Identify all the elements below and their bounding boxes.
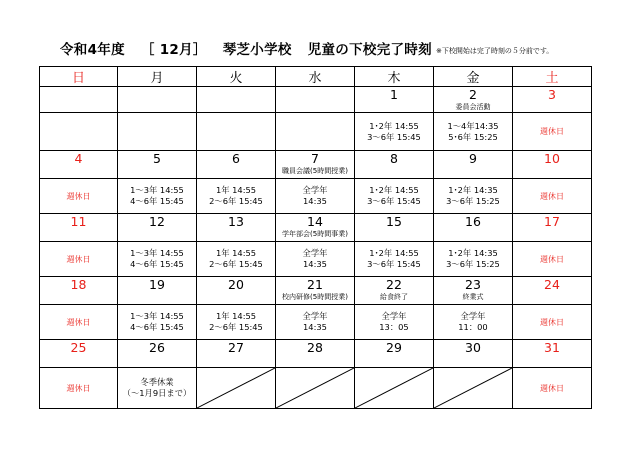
dismissal-time-line: 2～6年 15:45	[209, 322, 263, 332]
dismissal-times	[513, 191, 591, 202]
time-cell	[40, 305, 118, 340]
dismissal-times	[276, 311, 354, 333]
day-event: 職員会議(5時間授業)	[282, 167, 348, 175]
day-cell	[434, 87, 513, 113]
day-number: 25	[70, 340, 87, 355]
day-cell	[197, 340, 276, 368]
day-event: 終業式	[462, 293, 484, 301]
time-cell	[118, 242, 197, 277]
diagonal-strike	[434, 368, 512, 408]
dismissal-time-line: 1･2年 14:55	[369, 185, 419, 195]
dismissal-times	[197, 311, 275, 333]
time-cell	[434, 242, 513, 277]
week-3-date-row	[40, 214, 592, 242]
time-cell	[355, 242, 434, 277]
day-cell	[513, 340, 592, 368]
time-cell	[513, 113, 592, 151]
day-cell	[40, 340, 118, 368]
dismissal-time-line: 3～6年 15:45	[367, 131, 421, 142]
day-number: 16	[465, 214, 481, 229]
dismissal-times	[513, 254, 591, 265]
day-number: 7	[311, 151, 319, 166]
time-cell	[197, 113, 276, 151]
weekly-holiday-label: 週休日	[540, 127, 564, 136]
day-number	[276, 87, 354, 88]
weekday-header-row	[40, 67, 592, 87]
day-cell	[434, 340, 513, 368]
time-cell	[40, 242, 118, 277]
time-cell	[434, 179, 513, 214]
day-cell	[355, 340, 434, 368]
day-number	[197, 87, 275, 88]
day-cell	[118, 340, 197, 368]
dismissal-time-line: 3～6年 15:25	[446, 196, 500, 206]
day-number: 13	[228, 214, 244, 229]
day-cell	[276, 214, 355, 242]
time-cell	[118, 305, 197, 340]
dismissal-time-line: 3～6年 15:45	[367, 196, 421, 206]
day-cell	[276, 151, 355, 179]
dismissal-time-line: 11：00	[458, 322, 488, 332]
dismissal-time-line: 1･2年 14:55	[369, 248, 419, 258]
day-cell	[118, 214, 197, 242]
week-2-time-row	[40, 179, 592, 214]
dismissal-times	[355, 185, 433, 207]
time-cell	[513, 179, 592, 214]
day-number: 17	[544, 214, 560, 229]
day-number: 10	[544, 151, 560, 166]
day-number: 14	[307, 214, 323, 229]
dismissal-time-line: 3～6年 15:45	[367, 259, 421, 269]
day-cell	[197, 214, 276, 242]
weekday-wed: 水	[276, 67, 355, 87]
diagonal-line	[276, 368, 354, 408]
no-school-cell	[276, 368, 355, 409]
day-number: 12	[149, 214, 165, 229]
day-cell	[118, 277, 197, 305]
weekday-mon: 月	[118, 67, 197, 87]
day-number: 30	[465, 340, 481, 355]
week-1-time-row	[40, 113, 592, 151]
day-number: 2	[469, 87, 477, 102]
dismissal-time-line: 4～6年 15:45	[130, 322, 184, 332]
title-month: ［ 12月］	[140, 42, 207, 58]
day-number: 3	[548, 87, 556, 102]
dismissal-times	[118, 311, 196, 333]
dismissal-time-line: 1～3年 14:55	[130, 185, 184, 195]
day-cell	[197, 277, 276, 305]
dismissal-time-line: 1･2年 14:35	[448, 185, 498, 195]
day-number: 1	[390, 87, 398, 102]
time-cell	[355, 113, 434, 151]
weekly-holiday-label: 週休日	[540, 191, 564, 201]
day-number: 20	[228, 277, 244, 292]
dismissal-time-line: 全学年	[460, 311, 486, 321]
dismissal-times	[197, 185, 275, 207]
day-cell	[355, 214, 434, 242]
dismissal-time-line: 全学年	[302, 248, 328, 258]
dismissal-time-line: 14:35	[303, 322, 327, 332]
diagonal-strike	[197, 368, 275, 408]
time-cell	[276, 242, 355, 277]
dismissal-time-line: 1･2年 14:35	[448, 248, 498, 258]
dismissal-time-line: 1～3年 14:55	[130, 248, 184, 258]
dismissal-times	[40, 254, 117, 265]
weekday-fri: 金	[434, 67, 513, 87]
no-school-cell	[434, 368, 513, 409]
weekly-holiday-label: 週休日	[540, 317, 564, 327]
dismissal-times	[40, 191, 117, 202]
week-5-date-row	[40, 340, 592, 368]
dismissal-time-line: 5･6年 15:25	[448, 131, 498, 142]
dismissal-time-line: 1年 14:55	[215, 185, 257, 195]
dismissal-times	[276, 248, 354, 270]
day-number	[40, 87, 117, 88]
day-number: 24	[544, 277, 560, 292]
weekly-holiday-label: 週休日	[66, 317, 91, 327]
day-cell	[40, 151, 118, 179]
day-number: 27	[228, 340, 244, 355]
day-cell	[276, 87, 355, 113]
day-number: 26	[149, 340, 165, 355]
day-cell	[434, 214, 513, 242]
week-2-date-row	[40, 151, 592, 179]
dismissal-times	[355, 121, 433, 143]
day-number: 22	[386, 277, 402, 292]
day-cell	[276, 277, 355, 305]
time-cell	[355, 179, 434, 214]
day-number: 8	[390, 151, 398, 166]
dismissal-time-line: 1年 14:55	[215, 248, 257, 258]
dismissal-time-line: 2～6年 15:45	[209, 196, 263, 206]
weekday-sun: 日	[40, 67, 118, 87]
day-number: 15	[386, 214, 402, 229]
time-cell	[118, 368, 197, 409]
time-cell	[355, 305, 434, 340]
week-4-date-row	[40, 277, 592, 305]
week-4-time-row	[40, 305, 592, 340]
dismissal-time-line: 全学年	[302, 185, 328, 195]
day-number: 6	[232, 151, 240, 166]
day-event: 委員会活動	[455, 103, 491, 111]
day-number	[118, 87, 196, 88]
day-number: 23	[465, 277, 481, 292]
calendar-body	[40, 87, 592, 409]
day-number: 18	[70, 277, 87, 292]
time-cell	[197, 179, 276, 214]
day-cell	[434, 277, 513, 305]
diagonal-line	[355, 368, 433, 408]
day-number: 4	[74, 151, 83, 166]
day-cell	[355, 87, 434, 113]
dismissal-time-line: 1～3年 14:55	[130, 311, 184, 321]
time-cell	[40, 179, 118, 214]
day-event: 校内研修(5時間授業)	[282, 293, 348, 301]
day-cell	[513, 151, 592, 179]
time-cell	[513, 368, 592, 409]
day-cell	[40, 214, 118, 242]
weekly-holiday-label: 週休日	[540, 254, 564, 264]
dismissal-time-line: 13：05	[379, 322, 409, 332]
dismissal-times	[276, 185, 354, 207]
weekly-holiday-label: 週休日	[66, 383, 91, 393]
dismissal-time-line: 冬季休業	[140, 377, 174, 387]
day-number: 21	[307, 277, 323, 292]
dismissal-times	[513, 126, 591, 137]
day-number: 28	[307, 340, 323, 355]
week-3-time-row	[40, 242, 592, 277]
dismissal-times	[355, 311, 433, 333]
dismissal-times	[355, 248, 433, 270]
dismissal-times	[513, 317, 591, 328]
title-school: 琴芝小学校	[222, 42, 292, 58]
dismissal-time-line: 4～6年 15:45	[130, 259, 184, 269]
time-cell	[276, 305, 355, 340]
dismissal-times	[197, 248, 275, 270]
dismissal-times	[434, 185, 512, 207]
calendar-table	[39, 66, 592, 409]
dismissal-time-line: 3～6年 15:25	[446, 259, 500, 269]
time-cell	[276, 179, 355, 214]
day-cell	[276, 340, 355, 368]
time-cell	[118, 179, 197, 214]
time-cell	[40, 113, 118, 151]
dismissal-time-line: 1年 14:55	[215, 311, 257, 321]
day-event: 給食終了	[380, 293, 408, 301]
time-cell	[118, 113, 197, 151]
day-number: 19	[149, 277, 165, 292]
dismissal-times	[118, 377, 196, 399]
dismissal-times	[118, 248, 196, 270]
no-school-cell	[355, 368, 434, 409]
day-cell	[118, 151, 197, 179]
weekly-holiday-label: 週休日	[66, 191, 91, 201]
time-cell	[197, 305, 276, 340]
no-school-cell	[197, 368, 276, 409]
day-number: 9	[469, 151, 477, 166]
time-cell	[197, 242, 276, 277]
dismissal-time-line: 1･2年 14:55	[369, 120, 419, 131]
weekly-holiday-label: 週休日	[66, 254, 91, 264]
time-cell	[434, 113, 513, 151]
day-cell	[513, 214, 592, 242]
day-event: 学年部会(5時間事業)	[282, 230, 348, 238]
day-cell	[118, 87, 197, 113]
dismissal-time-line: 2～6年 15:45	[209, 259, 263, 269]
dismissal-time-line: 14:35	[303, 196, 327, 206]
page-title	[60, 38, 432, 58]
diagonal-line	[434, 368, 512, 408]
day-cell	[197, 151, 276, 179]
week-1-date-row	[40, 87, 592, 113]
day-cell	[40, 277, 118, 305]
dismissal-time-line: 14:35	[303, 259, 327, 269]
dismissal-times	[40, 383, 117, 394]
dismissal-times	[434, 121, 512, 143]
day-cell	[513, 87, 592, 113]
diagonal-line	[197, 368, 275, 408]
time-cell	[513, 242, 592, 277]
title-era: 令和4年度	[60, 42, 125, 58]
weekday-sat: 土	[513, 67, 592, 87]
dismissal-time-line: 4～6年 15:45	[130, 196, 184, 206]
weekday-thu: 木	[355, 67, 434, 87]
day-cell	[197, 87, 276, 113]
time-cell	[40, 368, 118, 409]
weekday-tue: 火	[197, 67, 276, 87]
dismissal-time-line: （～1月9日まで）	[122, 388, 192, 398]
dismissal-times	[40, 317, 117, 328]
week-5-time-row	[40, 368, 592, 409]
title-heading: 児童の下校完了時刻	[307, 42, 432, 58]
day-number: 11	[70, 214, 87, 229]
day-number: 31	[544, 340, 560, 355]
dismissal-times	[513, 383, 591, 394]
diagonal-strike	[355, 368, 433, 408]
dismissal-note: ※下校開始は完了時刻の５分前です。	[436, 47, 554, 55]
dismissal-times	[434, 311, 512, 333]
weekly-holiday-label: 週休日	[540, 383, 564, 393]
dismissal-time-line: 全学年	[302, 311, 328, 321]
diagonal-strike	[276, 368, 354, 408]
dismissal-times	[118, 185, 196, 207]
dismissal-time-line: 1～4年14:35	[447, 120, 499, 131]
time-cell	[434, 305, 513, 340]
time-cell	[513, 305, 592, 340]
day-cell	[40, 87, 118, 113]
day-cell	[355, 277, 434, 305]
title-row	[60, 38, 620, 58]
day-number: 29	[386, 340, 402, 355]
day-cell	[355, 151, 434, 179]
dismissal-times	[434, 248, 512, 270]
time-cell	[276, 113, 355, 151]
dismissal-time-line: 全学年	[381, 311, 407, 321]
day-cell	[513, 277, 592, 305]
day-cell	[434, 151, 513, 179]
day-number: 5	[153, 151, 161, 166]
